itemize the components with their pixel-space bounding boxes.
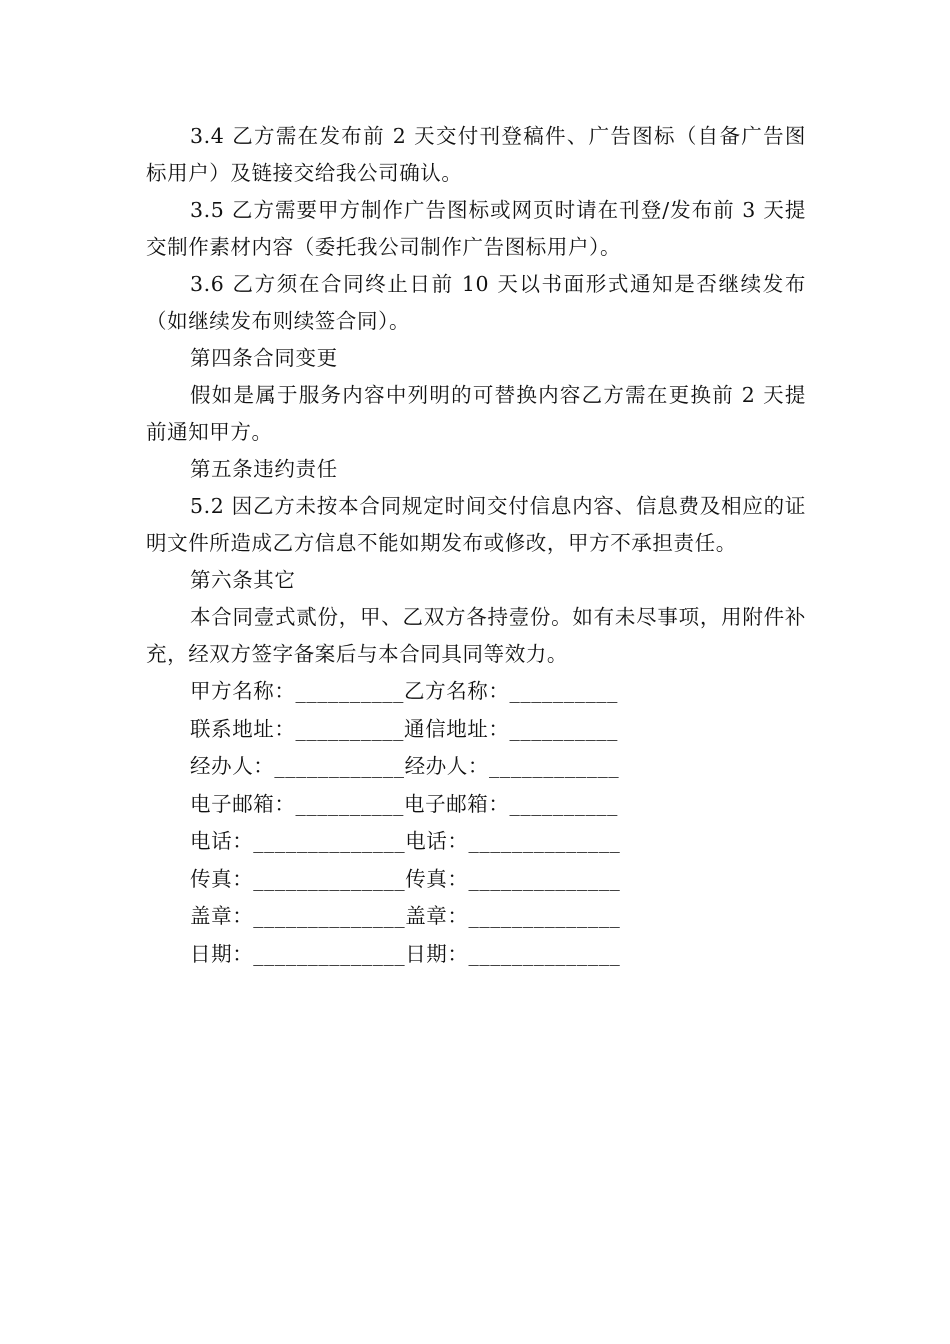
form-row-date: 日期：______________日期：______________	[190, 941, 621, 966]
clause-5-2: 5.2 因乙方未按本合同规定时间交付信息内容、信息费及相应的证明文件所造成乙方信息不能如期发布或修改，甲方不承担责任。	[146, 494, 806, 555]
clause-3-5: 3.5 乙方需要甲方制作广告图标或网页时请在刊登/发布前 3 天提交制作素材内容（委托我公司制作广告图标用户）。	[146, 198, 806, 259]
form-row-email: 电子邮箱：__________电子邮箱：__________	[190, 791, 618, 816]
form-row-fax: 传真：______________传真：______________	[190, 866, 621, 891]
form-row-phone: 电话：______________电话：______________	[190, 829, 621, 853]
clause-3-6: 3.6 乙方须在合同终止日前 10 天以书面形式通知是否继续发布（如继续发布则续签合同）。	[146, 272, 806, 333]
article-6-heading: 第六条其它	[190, 568, 296, 592]
article-6-text: 本合同壹式贰份，甲、乙双方各持壹份。如有未尽事项，用附件补充，经双方签字备案后与本合同具同等效力。	[146, 605, 806, 666]
clause-3-4: 3.4 乙方需在发布前 2 天交付刊登稿件、广告图标（自备广告图标用户）及链接交给我公司确认。	[146, 124, 806, 185]
form-row-party-names: 甲方名称：__________乙方名称：__________	[190, 679, 618, 703]
article-4-text: 假如是属于服务内容中列明的可替换内容乙方需在更换前 2 天提前通知甲方。	[146, 383, 806, 444]
form-row-handler: 经办人：____________经办人：____________	[190, 754, 620, 778]
form-row-seal: 盖章：______________盖章：______________	[190, 904, 621, 928]
article-5-heading: 第五条违约责任	[190, 457, 338, 481]
form-row-address: 联系地址：__________通信地址：__________	[190, 716, 618, 741]
signature-form	[146, 673, 806, 973]
document-body	[146, 118, 806, 973]
article-4-heading: 第四条合同变更	[190, 346, 338, 370]
